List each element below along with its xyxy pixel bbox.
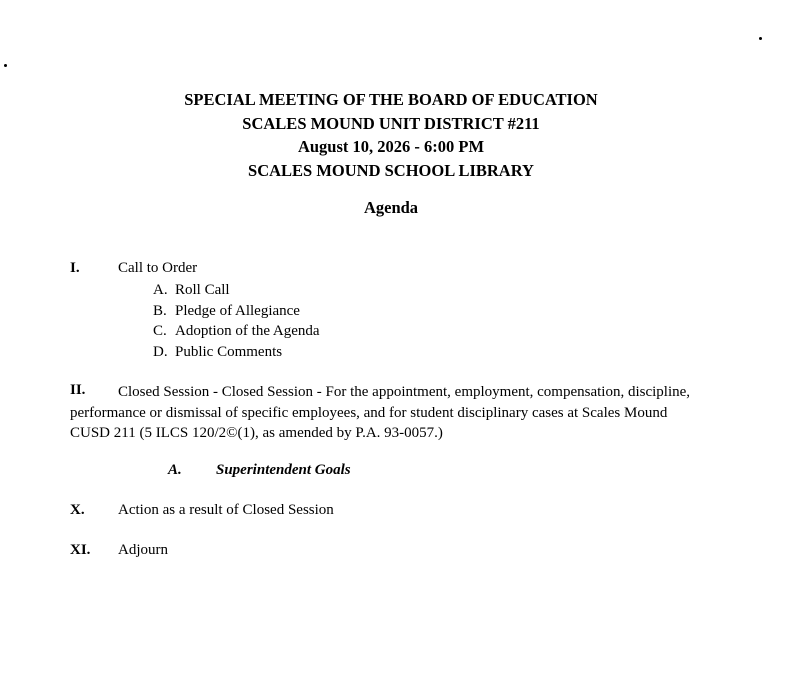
sub-item-letter: A. — [168, 462, 182, 478]
scan-speck — [4, 64, 7, 67]
agenda-title: Agenda — [363, 198, 419, 217]
section-label: Action as a result of Closed Session — [118, 502, 334, 518]
scan-speck — [759, 37, 762, 40]
section-numeral: X. — [70, 502, 85, 518]
sub-item-letter: C. — [153, 323, 167, 339]
section-numeral: XI. — [70, 542, 91, 558]
section-paragraph: Closed Session - Closed Session - For the appointment, employment, compensation, discipline, performance or dismissal of specific employees, and for student disciplinary cases at Scales Mound CUSD 211 (5 ILCS 120/2©(1), as amended by P.A. 93-0057.) — [70, 384, 691, 441]
sub-item-letter: D. — [153, 343, 168, 360]
header-line-3: August 10, 2026 - 6:00 PM — [297, 137, 485, 156]
list-item — [153, 321, 320, 342]
header-line-1: SPECIAL MEETING OF THE BOARD OF EDUCATION — [184, 90, 598, 109]
sub-item-text: Adoption of the Agenda — [175, 323, 320, 339]
document-header — [0, 88, 782, 182]
sub-item-text: Roll Call — [175, 282, 230, 298]
section-label: Call to Order — [118, 260, 198, 276]
header-line-4: SCALES MOUND SCHOOL LIBRARY — [248, 160, 534, 180]
list-item — [153, 280, 320, 301]
header-line-2: SCALES MOUND UNIT DISTRICT #211 — [242, 113, 540, 133]
sub-item-letter: B. — [153, 302, 167, 319]
sub-item-list — [153, 280, 320, 362]
agenda-section-2 — [70, 382, 710, 444]
sub-item-letter: A. — [153, 282, 168, 298]
sub-item-text: Pledge of Allegiance — [175, 302, 300, 319]
sub-item-text: Superintendent Goals — [216, 462, 351, 478]
section-numeral: I. — [70, 260, 80, 276]
section-numeral: II. — [70, 382, 86, 398]
list-item — [153, 301, 320, 322]
sub-item-text: Public Comments — [175, 343, 283, 360]
section-label: Adjourn — [118, 542, 168, 558]
list-item — [153, 342, 320, 363]
closed-session-sub-item — [168, 462, 351, 479]
